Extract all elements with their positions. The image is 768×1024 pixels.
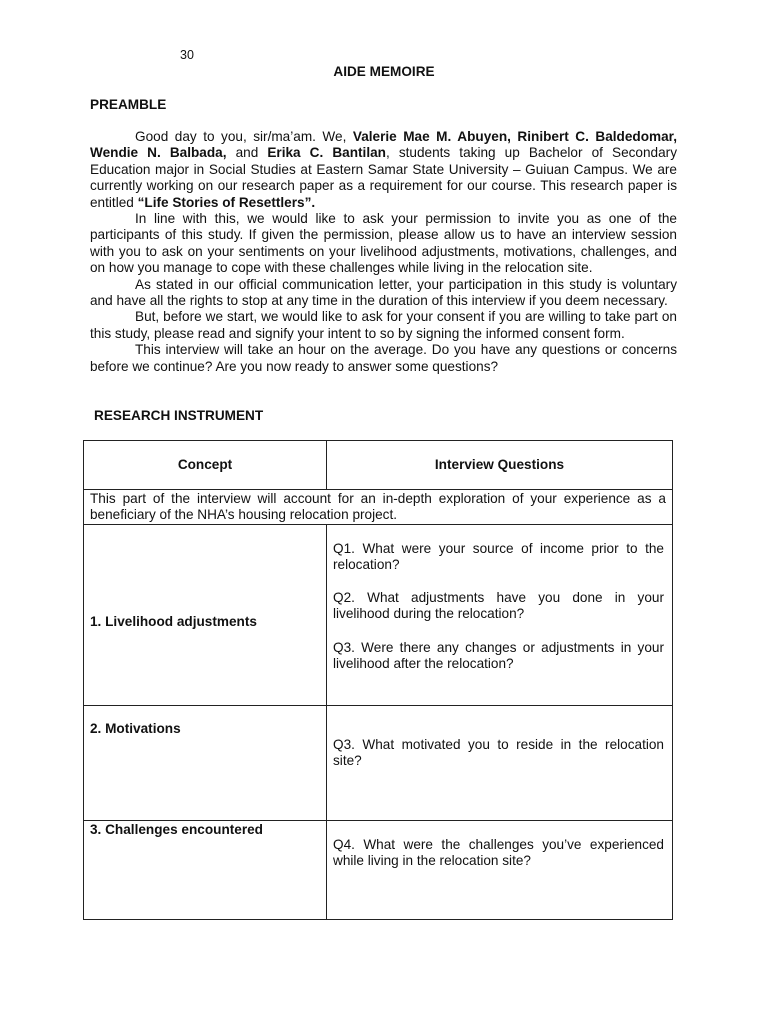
table-row: [84, 706, 673, 821]
question-item: Q2. What adjustments have you done in your livelihood during the relocation?: [333, 589, 664, 622]
page-number: 30: [180, 48, 194, 62]
table-row: [84, 525, 673, 706]
concept-label: 2. Motivations: [90, 721, 181, 736]
concept-cell: [84, 821, 327, 920]
preamble-paragraph-3: As stated in our official communication letter, your participation in this study is voluntary and have all the rights to stop at any time in the duration of this interview if you deem necessary.: [90, 276, 677, 309]
preamble-paragraph-2: In line with this, we would like to ask your permission to invite you as one of the participants of this study. If given the permission, please allow us to have an interview session with you to ask on your sentiments on your livelihood adjustments, motivations, challenges, and on how you manage to cope with these challenges while living in the relocation site.: [90, 211, 677, 276]
preamble-p1-and: and: [226, 145, 268, 161]
question-item: Q1. What were your source of income prior to the relocation?: [333, 541, 664, 573]
column-header-questions: Interview Questions: [327, 441, 673, 490]
concept-label: 3. Challenges encountered: [90, 822, 263, 837]
preamble-heading: PREAMBLE: [90, 97, 167, 112]
author-names: Valerie Mae M. Abuyen, Rinibert C. Baldedomar, Wendie N. Balbada,: [90, 129, 677, 161]
table-intro-row: [84, 490, 673, 525]
question-item: Q3. Were there any changes or adjustments in your livelihood after the relocation?: [333, 639, 664, 672]
study-title: “Life Stories of Resettlers”.: [137, 194, 316, 210]
table-intro-text: This part of the interview will account for an in-depth exploration of your experience as a beneficiary of the NHA’s housing relocation project.: [84, 490, 673, 525]
concept-cell: [84, 706, 327, 821]
author-name-last: Erika C. Bantilan: [267, 145, 386, 161]
research-instrument-table: [83, 440, 673, 920]
questions-cell: [327, 525, 673, 706]
questions-cell: [327, 706, 673, 821]
column-header-concept: Concept: [84, 441, 327, 490]
document-title: AIDE MEMOIRE: [333, 64, 435, 79]
concept-label: 1. Livelihood adjustments: [90, 613, 257, 629]
preamble-paragraph-1: [90, 129, 677, 211]
preamble-body: [90, 129, 677, 375]
table-row: [84, 821, 673, 920]
questions-cell: [327, 821, 673, 920]
concept-cell: [84, 525, 327, 706]
table-header-row: [84, 441, 673, 490]
preamble-paragraph-4: But, before we start, we would like to ask for your consent if you are willing to take part on this study, please read and signify your intent to so by signing the informed consent form.: [90, 309, 677, 341]
question-item: Q4. What were the challenges you’ve experienced while living in the relocation site?: [333, 837, 664, 869]
preamble-p1-body: , students taking up Bachelor of Secondary Education major in Social Studies at Eastern Samar State University – Guiuan Campus. We are currently working on our research paper as a requirement for our course. This research paper is entitled: [90, 145, 677, 210]
question-item: Q3. What motivated you to reside in the relocation site?: [333, 737, 664, 769]
preamble-p1-intro: Good day to you, sir/ma’am. We,: [135, 129, 353, 144]
preamble-paragraph-5: This interview will take an hour on the average. Do you have any questions or concerns before we continue? Are you now ready to answer some questions?: [90, 342, 677, 374]
research-instrument-heading: RESEARCH INSTRUMENT: [94, 408, 264, 423]
